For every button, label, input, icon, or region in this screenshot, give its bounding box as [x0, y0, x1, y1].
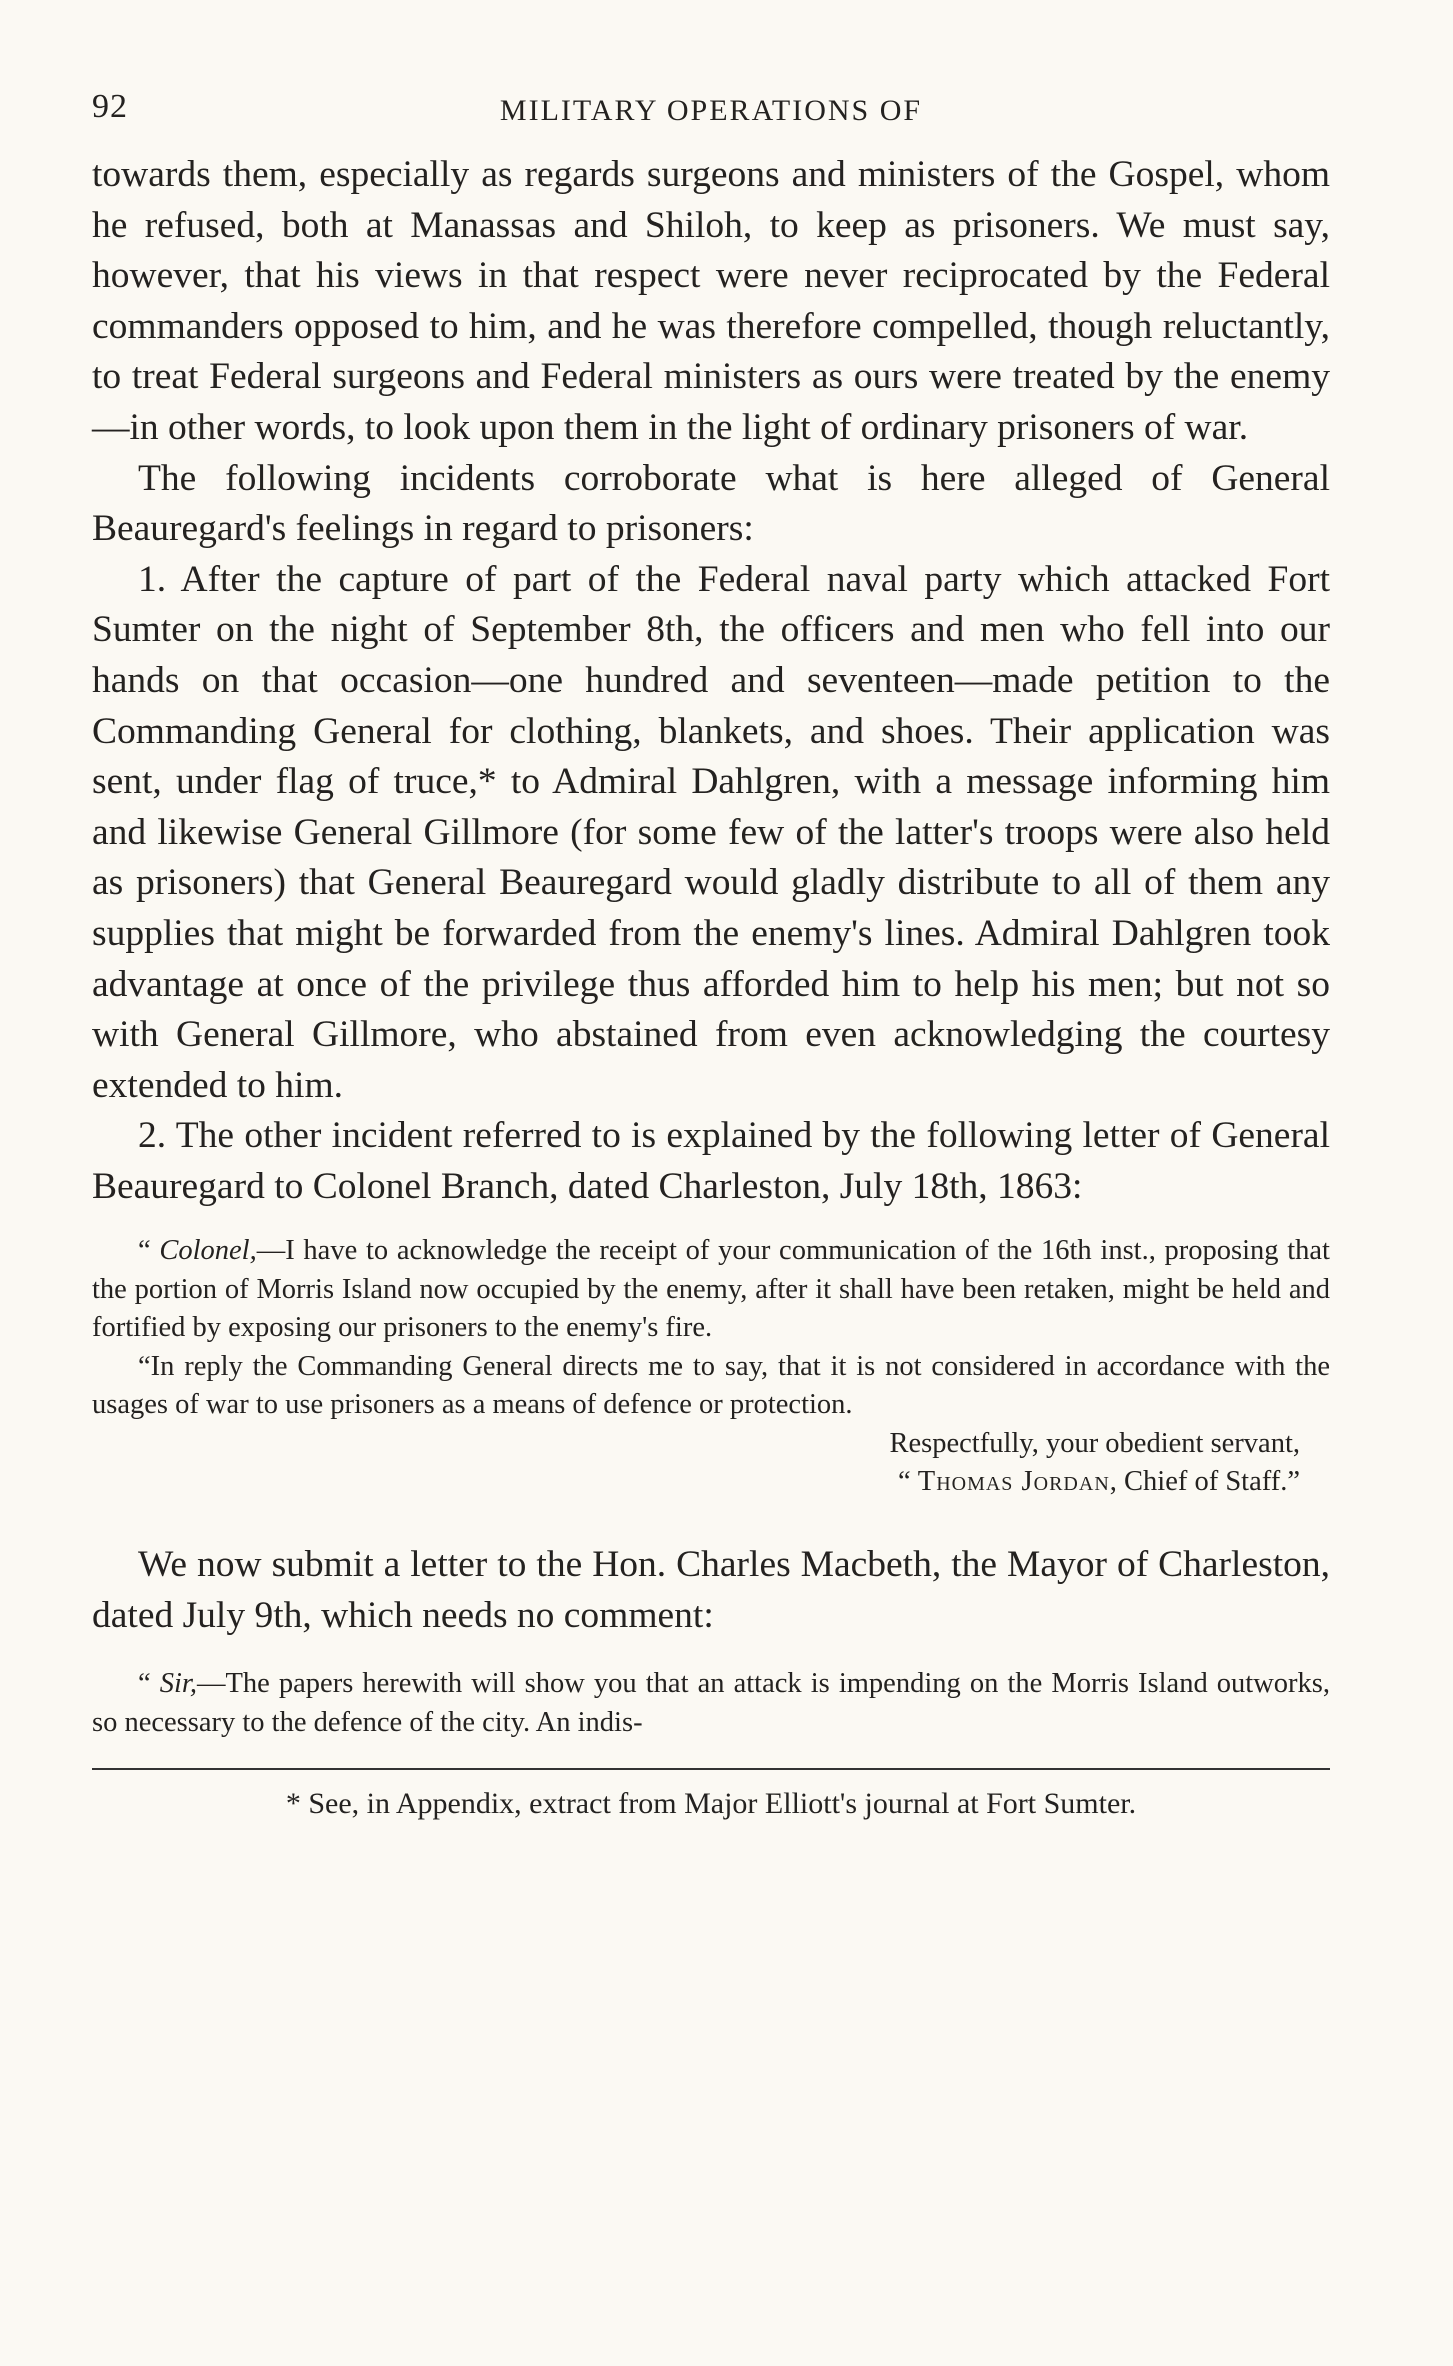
book-page [92, 84, 1330, 1824]
paragraph: towards them, especially as regards surgeons and ministers of the Gospel, whom he refused, both at Manassas and Shiloh, to keep as prisoners. We must say, however, that his views in that respect were never reciprocated by the Federal commanders opposed to him, and he was therefore compelled, though reluctantly, to treat Federal surgeons and Federal ministers as ours were treated by the enemy—in other words, to look upon them in the light of ordinary prisoners of war. [92, 154, 1330, 448]
letter-signature: “ Thomas Jordan, Chief of Staff.” [898, 1466, 1300, 1498]
body-text [92, 150, 1330, 1212]
page-header [92, 84, 1330, 140]
letter-paragraph: “ Sir,—The papers herewith will show you that an attack is impending on the Morris Island outworks, so necessary to the defence of the city. An indis- [92, 1668, 1331, 1738]
footnote: * See, in Appendix, extract from Major Elliott's journal at Fort Sumter. [285, 1787, 1137, 1821]
quoted-letter-macbeth [92, 1665, 1330, 1742]
running-head: MILITARY OPERATIONS OF [499, 94, 923, 127]
letter-closing: Respectfully, your obedient servant, [889, 1427, 1300, 1459]
letter-signature-block [92, 1425, 1330, 1502]
paragraph: We now submit a letter to the Hon. Charles Macbeth, the Mayor of Charleston, dated July 9th, which needs no comment: [92, 1543, 1330, 1636]
letter-text: —I have to acknowledge the receipt of your communication of the 16th inst., proposing that the portion of Morris Island now occupied by the enemy, after it shall have been retaken, might be held and fortified by exposing our prisoners to the enemy's fire. [92, 1235, 1330, 1344]
signature-name: Thomas Jordan [917, 1466, 1110, 1498]
paragraph: The following incidents corroborate what is here alleged of General Beauregard's feelings in regard to prisoners: [92, 457, 1330, 550]
letter-paragraph: “ Colonel,—I have to acknowledge the receipt of your communication of the 16th inst., proposing that the portion of Morris Island now occupied by the enemy, after it shall have been retaken, might be held and fortified by exposing our prisoners to the enemy's fire. [92, 1235, 1330, 1344]
quoted-letter-beauregard [92, 1232, 1330, 1502]
signature-title: , Chief of Staff. [1109, 1466, 1288, 1498]
letter-salutation: Colonel, [159, 1235, 257, 1267]
letter-salutation: Sir, [159, 1668, 197, 1700]
body-text-continued [92, 1540, 1330, 1641]
footnote-rule [92, 1768, 1330, 1770]
paragraph: 2. The other incident referred to is explained by the following letter of General Beauregard to Colonel Branch, dated Charleston, July 18th, 1863: [92, 1115, 1330, 1207]
letter-text: —The papers herewith will show you that an attack is impending on the Morris Island outworks, so necessary to the defence of the city. An indis- [92, 1668, 1331, 1738]
letter-text: In reply the Commanding General directs me to say, that it is not considered in accordance with the usages of war to use prisoners as a means of defence or protection. [92, 1350, 1330, 1421]
paragraph: 1. After the capture of part of the Federal naval party which attacked Fort Sumter on the night of September 8th, the officers and men who fell into our hands on that occasion—one hundred and seventeen—made petition to the Commanding General for clothing, blankets, and shoes. Their application was sent, under flag of truce,* to Admiral Dahlgren, with a message informing him and likewise General Gillmore (for some few of the latter's troops were also held as prisoners) that General Beauregard would gladly distribute to all of them any supplies that might be forwarded from the enemy's lines. Admiral Dahlgren took advantage at once of the privilege thus afforded him to help his men; but not so with General Gillmore, who abstained from even acknowledging the courtesy extended to him. [92, 558, 1330, 1106]
letter-paragraph: “In reply the Commanding General directs me to say, that it is not considered in accordance with the usages of war to use prisoners as a means of defence or protection. [92, 1350, 1330, 1421]
page-number: 92 [92, 88, 128, 125]
